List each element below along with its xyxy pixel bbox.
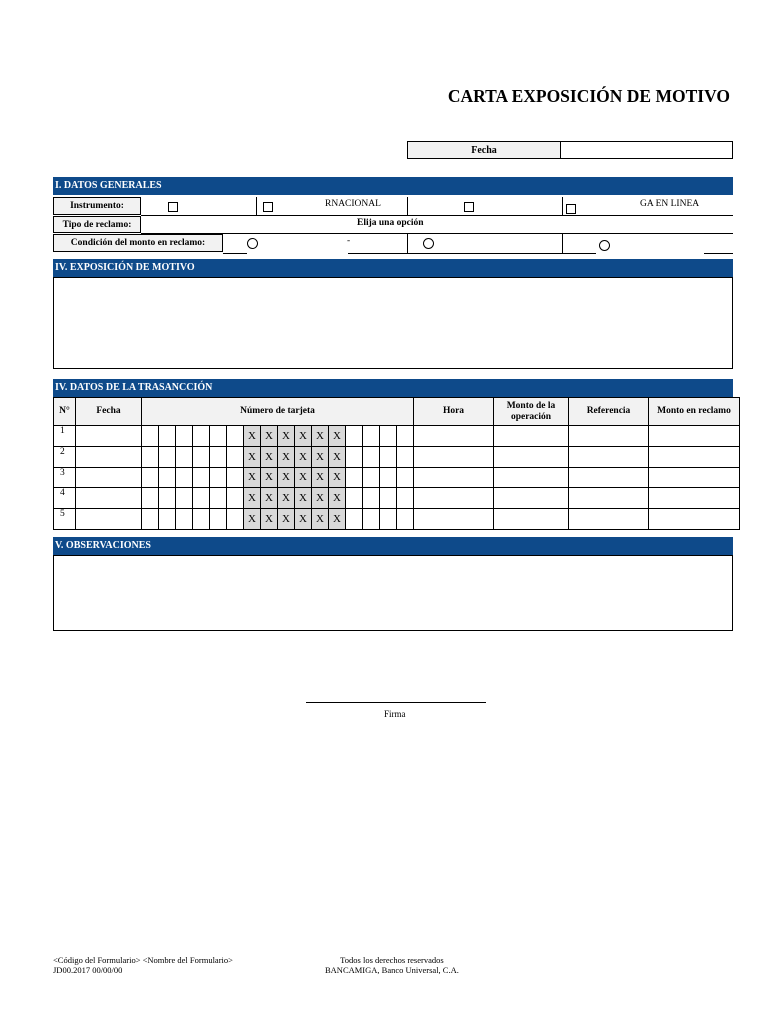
card-digit-cell[interactable] <box>142 467 159 488</box>
section-exposicion: IV. EXPOSICIÓN DE MOTIVO <box>53 259 733 277</box>
header-referencia: Referencia <box>569 398 649 426</box>
condicion-dash: - <box>347 236 351 246</box>
card-digit-cell[interactable] <box>346 509 363 530</box>
card-digit-cell[interactable] <box>176 467 193 488</box>
card-digit-cell[interactable] <box>227 488 244 509</box>
header-monto-operacion: Monto de la operación <box>494 398 569 426</box>
row-monto-reclamo-cell[interactable] <box>649 446 740 467</box>
card-digit-cell[interactable] <box>380 488 397 509</box>
table-row <box>54 467 740 488</box>
underline <box>407 215 562 216</box>
card-digit-masked: X <box>261 446 278 467</box>
section-datos-generales: I. DATOS GENERALES <box>53 177 733 195</box>
underline <box>241 215 407 216</box>
underline <box>562 215 733 216</box>
underline <box>704 253 733 254</box>
card-digit-cell[interactable] <box>159 509 176 530</box>
card-digit-cell[interactable] <box>227 446 244 467</box>
card-digit-masked: X <box>278 509 295 530</box>
row-fecha-cell[interactable] <box>76 446 142 467</box>
row-monto-operacion-cell[interactable] <box>494 426 569 447</box>
condicion-radio-3[interactable] <box>599 240 610 251</box>
condicion-radio-1[interactable] <box>247 238 258 249</box>
firma-line <box>306 702 486 703</box>
row-hora-cell[interactable] <box>414 509 494 530</box>
section-observaciones: V. OBSERVACIONES <box>53 537 733 555</box>
card-digit-cell[interactable] <box>346 467 363 488</box>
card-digit-masked: X <box>295 467 312 488</box>
card-digit-cell[interactable] <box>346 446 363 467</box>
divider <box>562 197 563 215</box>
card-digit-cell[interactable] <box>363 509 380 530</box>
card-digit-masked: X <box>312 467 329 488</box>
divider <box>407 197 408 215</box>
card-digit-cell[interactable] <box>193 509 210 530</box>
card-digit-cell[interactable] <box>346 426 363 447</box>
card-digit-cell[interactable] <box>176 446 193 467</box>
underline <box>141 215 241 216</box>
row-monto-operacion-cell[interactable] <box>494 509 569 530</box>
card-digit-cell[interactable] <box>397 467 414 488</box>
underline <box>141 233 733 234</box>
divider <box>407 234 408 253</box>
card-digit-cell[interactable] <box>176 488 193 509</box>
exposicion-textarea[interactable] <box>53 277 733 369</box>
row-number: 3 <box>54 467 76 488</box>
card-digit-masked: X <box>261 467 278 488</box>
card-digit-cell[interactable] <box>142 509 159 530</box>
row-referencia-cell[interactable] <box>569 446 649 467</box>
row-monto-reclamo-cell[interactable] <box>649 426 740 447</box>
card-digit-cell[interactable] <box>346 488 363 509</box>
divider <box>562 234 563 253</box>
instrumento-label: Instrumento: <box>53 197 141 215</box>
row-fecha-cell[interactable] <box>76 467 142 488</box>
instrumento-checkbox-4[interactable] <box>566 204 576 214</box>
table-row <box>54 509 740 530</box>
card-digit-masked: X <box>312 446 329 467</box>
footer-bank: BANCAMIGA, Banco Universal, C.A. <box>325 965 459 975</box>
card-digit-cell[interactable] <box>159 488 176 509</box>
card-digit-cell[interactable] <box>363 488 380 509</box>
header-n: N° <box>54 398 76 426</box>
underline <box>223 253 247 254</box>
footer-form-date: JD00.2017 00/00/00 <box>53 965 123 975</box>
row-referencia-cell[interactable] <box>569 509 649 530</box>
card-digit-masked: X <box>244 488 261 509</box>
underline <box>407 253 596 254</box>
row-hora-cell[interactable] <box>414 426 494 447</box>
card-digit-masked: X <box>329 488 346 509</box>
card-digit-masked: X <box>244 446 261 467</box>
header-monto-reclamo: Monto en reclamo <box>649 398 740 426</box>
tipo-reclamo-select[interactable]: Elija una opción <box>357 218 424 228</box>
card-digit-masked: X <box>295 488 312 509</box>
row-hora-cell[interactable] <box>414 467 494 488</box>
row-referencia-cell[interactable] <box>569 426 649 447</box>
card-digit-masked: X <box>261 426 278 447</box>
card-digit-cell[interactable] <box>363 426 380 447</box>
card-digit-masked: X <box>329 467 346 488</box>
row-monto-reclamo-cell[interactable] <box>649 488 740 509</box>
card-digit-cell[interactable] <box>159 446 176 467</box>
row-fecha-cell[interactable] <box>76 488 142 509</box>
card-digit-cell[interactable] <box>397 509 414 530</box>
header-numero-tarjeta: Número de tarjeta <box>142 398 414 426</box>
row-number: 5 <box>54 509 76 530</box>
card-digit-cell[interactable] <box>397 488 414 509</box>
card-digit-cell[interactable] <box>176 509 193 530</box>
card-digit-cell[interactable] <box>380 426 397 447</box>
card-digit-cell[interactable] <box>210 426 227 447</box>
table-row <box>54 488 740 509</box>
footer-rights: Todos los derechos reservados <box>340 955 444 965</box>
row-monto-operacion-cell[interactable] <box>494 446 569 467</box>
card-digit-cell[interactable] <box>193 426 210 447</box>
row-hora-cell[interactable] <box>414 446 494 467</box>
row-number: 2 <box>54 446 76 467</box>
header-hora: Hora <box>414 398 494 426</box>
card-digit-masked: X <box>278 467 295 488</box>
row-hora-cell[interactable] <box>414 488 494 509</box>
card-digit-cell[interactable] <box>159 426 176 447</box>
tipo-reclamo-label: Tipo de reclamo: <box>53 216 141 233</box>
card-digit-masked: X <box>329 446 346 467</box>
row-referencia-cell[interactable] <box>569 488 649 509</box>
table-row <box>54 426 740 447</box>
row-fecha-cell[interactable] <box>76 426 142 447</box>
card-digit-cell[interactable] <box>142 488 159 509</box>
card-digit-masked: X <box>244 426 261 447</box>
card-digit-masked: X <box>312 426 329 447</box>
fecha-field[interactable] <box>561 141 733 159</box>
card-digit-masked: X <box>244 509 261 530</box>
firma-label: Firma <box>384 709 406 719</box>
header-fecha: Fecha <box>76 398 142 426</box>
footer-center <box>325 955 459 975</box>
card-digit-cell[interactable] <box>397 446 414 467</box>
row-number: 1 <box>54 426 76 447</box>
card-digit-masked: X <box>312 488 329 509</box>
condicion-monto-label: Condición del monto en reclamo: <box>53 234 223 252</box>
row-referencia-cell[interactable] <box>569 467 649 488</box>
card-digit-cell[interactable] <box>227 467 244 488</box>
table-header-row <box>54 398 740 426</box>
card-digit-masked: X <box>261 509 278 530</box>
linea-text: GA EN LINEA <box>640 199 700 209</box>
card-digit-cell[interactable] <box>193 467 210 488</box>
divider <box>256 197 257 215</box>
row-number: 4 <box>54 488 76 509</box>
card-digit-cell[interactable] <box>193 488 210 509</box>
transaction-table <box>53 397 740 530</box>
card-digit-cell[interactable] <box>210 509 227 530</box>
row-monto-operacion-cell[interactable] <box>494 467 569 488</box>
footer-left <box>53 955 233 975</box>
card-digit-cell[interactable] <box>380 467 397 488</box>
document-title: CARTA EXPOSICIÓN DE MOTIVO <box>447 86 730 106</box>
card-digit-cell[interactable] <box>363 467 380 488</box>
card-digit-cell[interactable] <box>142 426 159 447</box>
card-digit-masked: X <box>261 488 278 509</box>
card-digit-cell[interactable] <box>380 446 397 467</box>
card-digit-cell[interactable] <box>210 488 227 509</box>
fecha-label: Fecha <box>407 141 561 159</box>
card-digit-masked: X <box>329 426 346 447</box>
card-digit-cell[interactable] <box>210 467 227 488</box>
card-digit-masked: X <box>244 467 261 488</box>
card-digit-masked: X <box>278 446 295 467</box>
card-digit-cell[interactable] <box>227 509 244 530</box>
card-digit-masked: X <box>278 426 295 447</box>
instrumento-checkbox-1[interactable] <box>168 202 178 212</box>
row-fecha-cell[interactable] <box>76 509 142 530</box>
card-digit-masked: X <box>295 509 312 530</box>
table-row <box>54 446 740 467</box>
row-monto-operacion-cell[interactable] <box>494 488 569 509</box>
card-digit-masked: X <box>295 426 312 447</box>
section-transaccion: IV. DATOS DE LA TRASANCCIÓN <box>53 379 733 397</box>
instrumento-checkbox-3[interactable] <box>464 202 474 212</box>
card-digit-masked: X <box>329 509 346 530</box>
card-digit-cell[interactable] <box>380 509 397 530</box>
card-digit-masked: X <box>312 509 329 530</box>
card-digit-cell[interactable] <box>193 446 210 467</box>
internacional-text: RNACIONAL <box>325 199 381 209</box>
card-digit-cell[interactable] <box>227 426 244 447</box>
row-monto-reclamo-cell[interactable] <box>649 509 740 530</box>
condicion-radio-2[interactable] <box>423 238 434 249</box>
card-digit-cell[interactable] <box>142 446 159 467</box>
card-digit-masked: X <box>295 446 312 467</box>
card-digit-cell[interactable] <box>159 467 176 488</box>
card-digit-cell[interactable] <box>176 426 193 447</box>
underline <box>348 253 407 254</box>
observaciones-textarea[interactable] <box>53 555 733 631</box>
card-digit-cell[interactable] <box>397 426 414 447</box>
card-digit-cell[interactable] <box>363 446 380 467</box>
card-digit-masked: X <box>278 488 295 509</box>
row-monto-reclamo-cell[interactable] <box>649 467 740 488</box>
card-digit-cell[interactable] <box>210 446 227 467</box>
instrumento-checkbox-2[interactable] <box>263 202 273 212</box>
footer-form-code: <Código del Formulario> <Nombre del Formulario> <box>53 955 233 965</box>
